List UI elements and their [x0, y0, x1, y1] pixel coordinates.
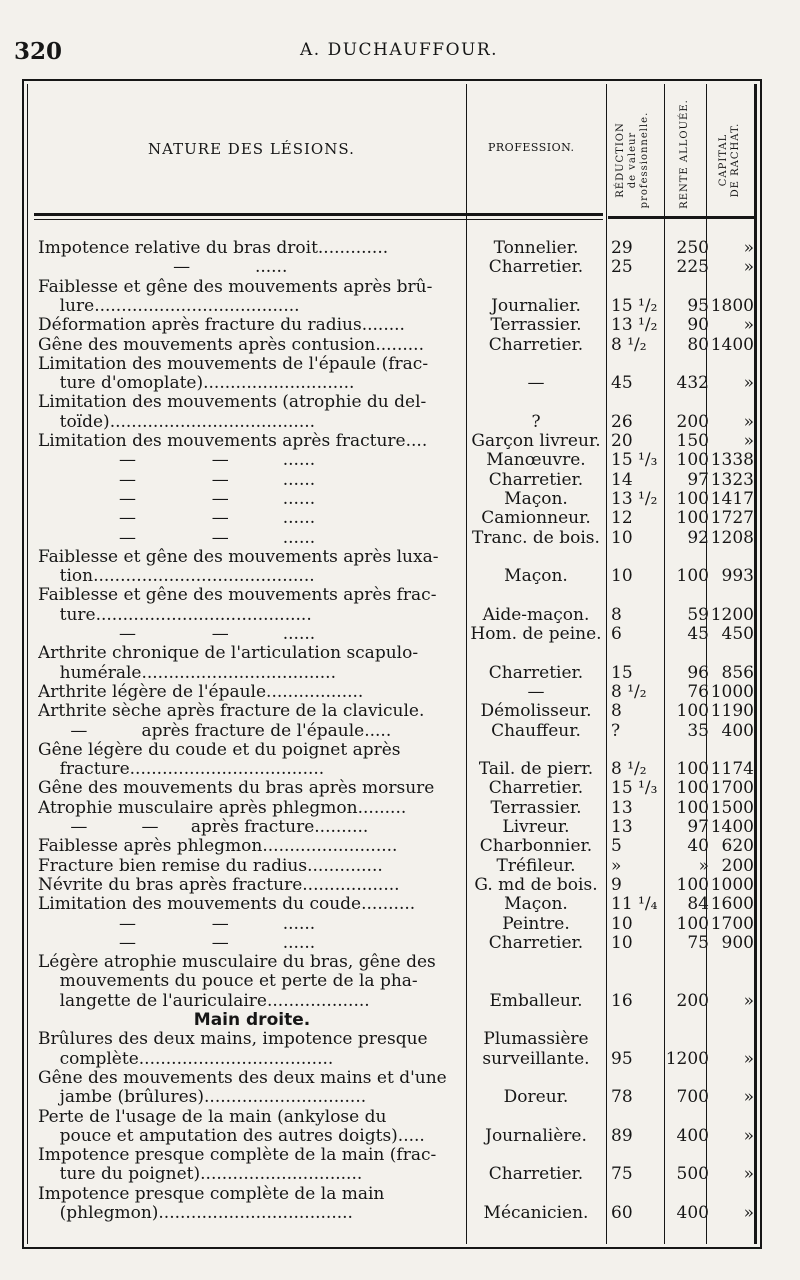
rente-cell: 92 — [687, 527, 709, 548]
lesion-cell: mouvements du pouce et perte de la pha- — [38, 971, 418, 992]
lesion-cell: Arthrite chronique de l'articulation scapulo- — [38, 643, 419, 664]
rente-cell: 150 — [676, 431, 709, 451]
capital-cell: 1600 — [710, 894, 754, 915]
capital-cell: 1174 — [710, 759, 754, 780]
reduction-cell: 26 — [611, 411, 633, 432]
capital-cell: 1800 — [710, 295, 754, 316]
profession-cell: G. md de bois. — [474, 874, 598, 895]
reduction-cell: 78 — [611, 1087, 633, 1108]
rente-cell: » — [698, 855, 709, 876]
reduction-cell: 5 — [611, 836, 622, 857]
reduction-cell: 15 — [611, 662, 633, 683]
rente-cell: 225 — [676, 257, 709, 278]
profession-cell: Maçon. — [504, 566, 568, 587]
rente-cell: 100 — [676, 488, 709, 509]
reduction-cell: 75 — [611, 1164, 633, 1185]
reduction-cell: 10 — [611, 527, 633, 548]
rente-cell: 97 — [687, 469, 709, 490]
profession-cell: Terrassier. — [490, 797, 582, 818]
lesion-cell: Limitation des mouvements après fracture.... — [38, 431, 428, 451]
lesion-cell: — — ...... — [38, 624, 316, 644]
capital-cell: 1700 — [710, 778, 754, 799]
lesion-cell: Faiblesse et gêne des mouvements après frac- — [38, 585, 437, 606]
reduction-cell: 12 — [611, 508, 633, 529]
rente-cell: 100 — [676, 874, 709, 895]
profession-cell: Charretier. — [488, 1164, 584, 1185]
lesion-cell: — — ...... — [38, 508, 316, 529]
page-number: 320 — [14, 38, 63, 65]
profession-cell: Charretier. — [488, 662, 584, 683]
lesion-cell: humérale.................................... — [38, 662, 336, 683]
capital-cell: 900 — [721, 932, 754, 953]
header-reduction-line: RÉDUCTION — [615, 122, 626, 198]
rente-cell: 75 — [687, 932, 709, 953]
lesion-cell: Faiblesse et gêne des mouvements après luxa- — [38, 546, 439, 567]
rente-cell: 76 — [687, 681, 709, 702]
reduction-cell: 10 — [611, 566, 633, 587]
reduction-cell: 13 — [611, 797, 633, 818]
rente-cell: 84 — [687, 894, 709, 915]
running-head: A. DUCHAUFFOUR. — [300, 40, 499, 60]
header-nature: NATURE DES LÉSIONS. — [148, 140, 355, 158]
lesion-cell: tion......................................... — [38, 566, 315, 587]
lesion-cell: Fracture bien remise du radius.............. — [38, 855, 383, 876]
lesion-cell: Impotence presque complète de la main — [38, 1183, 385, 1204]
rente-cell: 100 — [676, 450, 709, 471]
reduction-cell: 10 — [611, 932, 633, 953]
reduction-cell: 8 — [611, 604, 622, 625]
profession-cell: Maçon. — [504, 894, 568, 915]
reduction-cell: 8 — [611, 701, 622, 722]
lesion-cell: Faiblesse après phlegmon......................... — [38, 836, 398, 857]
lesion-cell: complète.................................... — [38, 1048, 334, 1069]
lesion-cell: ture du poignet).............................. — [38, 1164, 363, 1185]
profession-cell: Charretier. — [488, 469, 584, 490]
reduction-cell: 15 ¹/₂ — [611, 295, 658, 316]
capital-cell: » — [743, 990, 754, 1011]
header-capital — [718, 110, 742, 210]
capital-cell: 450 — [721, 624, 754, 644]
rente-cell: 100 — [676, 797, 709, 818]
profession-cell: Mécanicien. — [483, 1203, 589, 1223]
profession-cell: Livreur. — [502, 817, 570, 837]
capital-cell: 1208 — [710, 527, 754, 548]
profession-cell: Plumassière — [483, 1029, 589, 1050]
lesion-cell: Impotence presque complète de la main (frac- — [38, 1145, 437, 1166]
rente-cell: 45 — [687, 624, 709, 644]
lesion-cell: Arthrite légère de l'épaule.................. — [38, 681, 364, 702]
capital-cell: 620 — [721, 836, 754, 857]
rente-cell: 95 — [687, 295, 709, 316]
capital-cell: 1417 — [710, 488, 754, 509]
reduction-cell: 45 — [611, 373, 633, 394]
reduction-cell: 15 ¹/₃ — [611, 778, 658, 799]
lesion-cell: Impotence relative du bras droit............. — [38, 238, 389, 258]
profession-cell: Tranc. de bois. — [472, 527, 600, 548]
reduction-cell: 11 ¹/₄ — [611, 894, 658, 915]
reduction-cell: 8 ¹/₂ — [611, 681, 647, 702]
reduction-cell: 16 — [611, 990, 633, 1011]
lesion-cell: Légère atrophie musculaire du bras, gêne des — [38, 952, 436, 973]
profession-cell: Démolisseur. — [480, 701, 592, 722]
reduction-cell: 6 — [611, 624, 622, 644]
capital-cell: 1323 — [710, 469, 754, 490]
reduction-cell: 15 ¹/₃ — [611, 450, 658, 471]
profession-cell: Charbonnier. — [479, 836, 593, 857]
capital-cell: 993 — [721, 566, 754, 587]
reduction-cell: 13 ¹/₂ — [611, 488, 658, 509]
reduction-cell: 14 — [611, 469, 633, 490]
capital-cell: » — [743, 1164, 754, 1185]
rente-cell: 100 — [676, 701, 709, 722]
profession-cell: Maçon. — [504, 488, 568, 509]
reduction-cell: 8 ¹/₂ — [611, 334, 647, 355]
lesion-cell: pouce et amputation des autres doigts)..... — [38, 1125, 425, 1146]
profession-cell: Hom. de peine. — [470, 624, 602, 644]
reduction-cell: 13 ¹/₂ — [611, 315, 658, 336]
lesion-cell: — ...... — [38, 257, 288, 278]
profession-cell: Aide-maçon. — [482, 604, 590, 625]
capital-cell: » — [743, 1203, 754, 1223]
reduction-cell: 8 ¹/₂ — [611, 759, 647, 780]
capital-cell: » — [743, 1048, 754, 1069]
lesion-cell: — après fracture de l'épaule..... — [38, 720, 392, 741]
lesion-cell: Perte de l'usage de la main (ankylose du — [38, 1106, 387, 1127]
rente-cell: 1200 — [665, 1048, 709, 1069]
capital-cell: » — [743, 315, 754, 336]
header-reduction — [615, 110, 651, 210]
lesion-cell: ture d'omoplate)............................ — [38, 373, 355, 394]
profession-cell: Peintre. — [502, 913, 570, 934]
capital-cell: 1000 — [710, 874, 754, 895]
reduction-cell: 60 — [611, 1203, 633, 1223]
capital-cell: » — [743, 257, 754, 278]
lesion-cell: Déformation après fracture du radius........ — [38, 315, 405, 336]
rente-cell: 90 — [687, 315, 709, 336]
lesion-cell: Brûlures des deux mains, impotence presque — [38, 1029, 428, 1050]
lesion-cell: — — ...... — [38, 469, 316, 490]
lesion-cell: Gêne des mouvements des deux mains et d'une — [38, 1067, 447, 1088]
lesion-cell: jambe (brûlures).............................. — [38, 1087, 367, 1108]
rente-cell: 400 — [676, 1125, 709, 1146]
reduction-cell: » — [611, 855, 622, 876]
header-profession: PROFESSION. — [488, 141, 575, 154]
lesion-cell: toïde)...................................... — [38, 411, 316, 432]
capital-cell: » — [743, 238, 754, 258]
profession-cell: Camionneur. — [481, 508, 591, 529]
lesion-cell: Névrite du bras après fracture.................. — [38, 874, 400, 895]
capital-cell: 1500 — [710, 797, 754, 818]
rente-cell: 100 — [676, 913, 709, 934]
reduction-cell: 29 — [611, 238, 633, 258]
lesion-cell: — — après fracture.......... — [38, 817, 369, 837]
profession-cell: Terrassier. — [490, 315, 582, 336]
profession-cell: Chauffeur. — [491, 720, 581, 741]
lesion-cell: Limitation des mouvements (atrophie du del- — [38, 392, 427, 413]
capital-cell: 1000 — [710, 681, 754, 702]
rente-cell: 100 — [676, 759, 709, 780]
header-capital-line: DE RACHAT. — [730, 122, 741, 198]
lesion-cell: — — ...... — [38, 488, 316, 509]
rente-cell: 80 — [687, 334, 709, 355]
lesion-cell: — — ...... — [38, 450, 316, 471]
profession-cell: Emballeur. — [489, 990, 583, 1011]
rente-cell: 100 — [676, 566, 709, 587]
lesion-cell: Gêne des mouvements après contusion......... — [38, 334, 424, 355]
rente-cell: 432 — [676, 373, 709, 394]
lesion-cell: — — ...... — [38, 913, 316, 934]
rente-cell: 400 — [676, 1203, 709, 1223]
reduction-cell: ? — [611, 720, 621, 741]
lesion-cell: Gêne légère du coude et du poignet après — [38, 739, 401, 760]
header-capital-line: CAPITAL — [718, 133, 729, 187]
lesion-cell: lure...................................... — [38, 295, 300, 316]
profession-cell: — — [527, 681, 545, 702]
reduction-cell: 9 — [611, 874, 622, 895]
profession-cell: Charretier. — [488, 334, 584, 355]
rente-cell: 35 — [687, 720, 709, 741]
rente-cell: 200 — [676, 411, 709, 432]
profession-cell: ? — [531, 411, 541, 432]
header-reduction-line: professionnelle. — [639, 111, 650, 209]
reduction-cell: 10 — [611, 913, 633, 934]
profession-cell: Tail. de pierr. — [478, 759, 594, 780]
header-rule — [34, 219, 603, 220]
capital-cell: 1400 — [710, 817, 754, 837]
lesion-cell: fracture.................................... — [38, 759, 325, 780]
capital-cell: 1190 — [710, 701, 754, 722]
capital-cell: 400 — [721, 720, 754, 741]
profession-cell: Journalier. — [491, 295, 581, 316]
profession-cell: Doreur. — [503, 1087, 569, 1108]
lesion-cell: — — ...... — [38, 527, 316, 548]
profession-cell: surveillante. — [482, 1048, 590, 1069]
lesion-cell: Gêne des mouvements du bras après morsure — [38, 778, 435, 799]
reduction-cell: 95 — [611, 1048, 633, 1069]
capital-cell: 1727 — [710, 508, 754, 529]
rente-cell: 700 — [676, 1087, 709, 1108]
table-row — [38, 1202, 758, 1224]
rente-cell: 500 — [676, 1164, 709, 1185]
profession-cell: Charretier. — [488, 257, 584, 278]
rente-cell: 97 — [687, 817, 709, 837]
rente-cell: 250 — [676, 238, 709, 258]
lesion-cell: Limitation des mouvements du coude.......... — [38, 894, 416, 915]
lesion-cell: ture........................................ — [38, 604, 312, 625]
capital-cell: 1338 — [710, 450, 754, 471]
lesion-cell: (phlegmon).................................... — [38, 1203, 353, 1223]
rente-cell: 96 — [687, 662, 709, 683]
profession-cell: Journalière. — [485, 1125, 587, 1146]
section-title: Main droite. — [193, 1010, 311, 1030]
capital-cell: » — [743, 1087, 754, 1108]
capital-cell: » — [743, 411, 754, 432]
lesion-cell: langette de l'auriculaire................... — [38, 990, 370, 1011]
reduction-cell: 25 — [611, 257, 633, 278]
capital-cell: » — [743, 373, 754, 394]
profession-cell: Charretier. — [488, 778, 584, 799]
capital-cell: 200 — [721, 855, 754, 876]
profession-cell: Tonnelier. — [493, 238, 579, 258]
capital-cell: » — [743, 1125, 754, 1146]
reduction-cell: 20 — [611, 431, 633, 451]
rente-cell: 100 — [676, 778, 709, 799]
lesion-cell: Atrophie musculaire après phlegmon......... — [38, 797, 407, 818]
capital-cell: 1400 — [710, 334, 754, 355]
profession-cell: — — [527, 373, 545, 394]
rente-cell: 40 — [687, 836, 709, 857]
rente-cell: 59 — [687, 604, 709, 625]
header-reduction-line: de valeur — [627, 131, 638, 189]
capital-cell: 1200 — [710, 604, 754, 625]
lesion-cell: Arthrite sèche après fracture de la clavicule. — [38, 701, 425, 722]
capital-cell: 856 — [721, 662, 754, 683]
header-rente: RENTE ALLOUÉE. — [679, 99, 690, 209]
header-rule — [34, 213, 603, 216]
capital-cell: » — [743, 431, 754, 451]
rente-cell: 100 — [676, 508, 709, 529]
capital-cell: 1700 — [710, 913, 754, 934]
lesion-cell: Limitation des mouvements de l'épaule (frac- — [38, 353, 429, 374]
reduction-cell: 13 — [611, 817, 633, 837]
reduction-cell: 89 — [611, 1125, 633, 1146]
profession-cell: Tréfileur. — [496, 855, 576, 876]
rente-cell: 200 — [676, 990, 709, 1011]
lesion-cell: — — ...... — [38, 932, 316, 953]
lesion-cell: Faiblesse et gêne des mouvements après brû- — [38, 276, 433, 297]
profession-cell: Manœuvre. — [486, 450, 586, 471]
profession-cell: Charretier. — [488, 932, 584, 953]
profession-cell: Garçon livreur. — [471, 431, 601, 451]
